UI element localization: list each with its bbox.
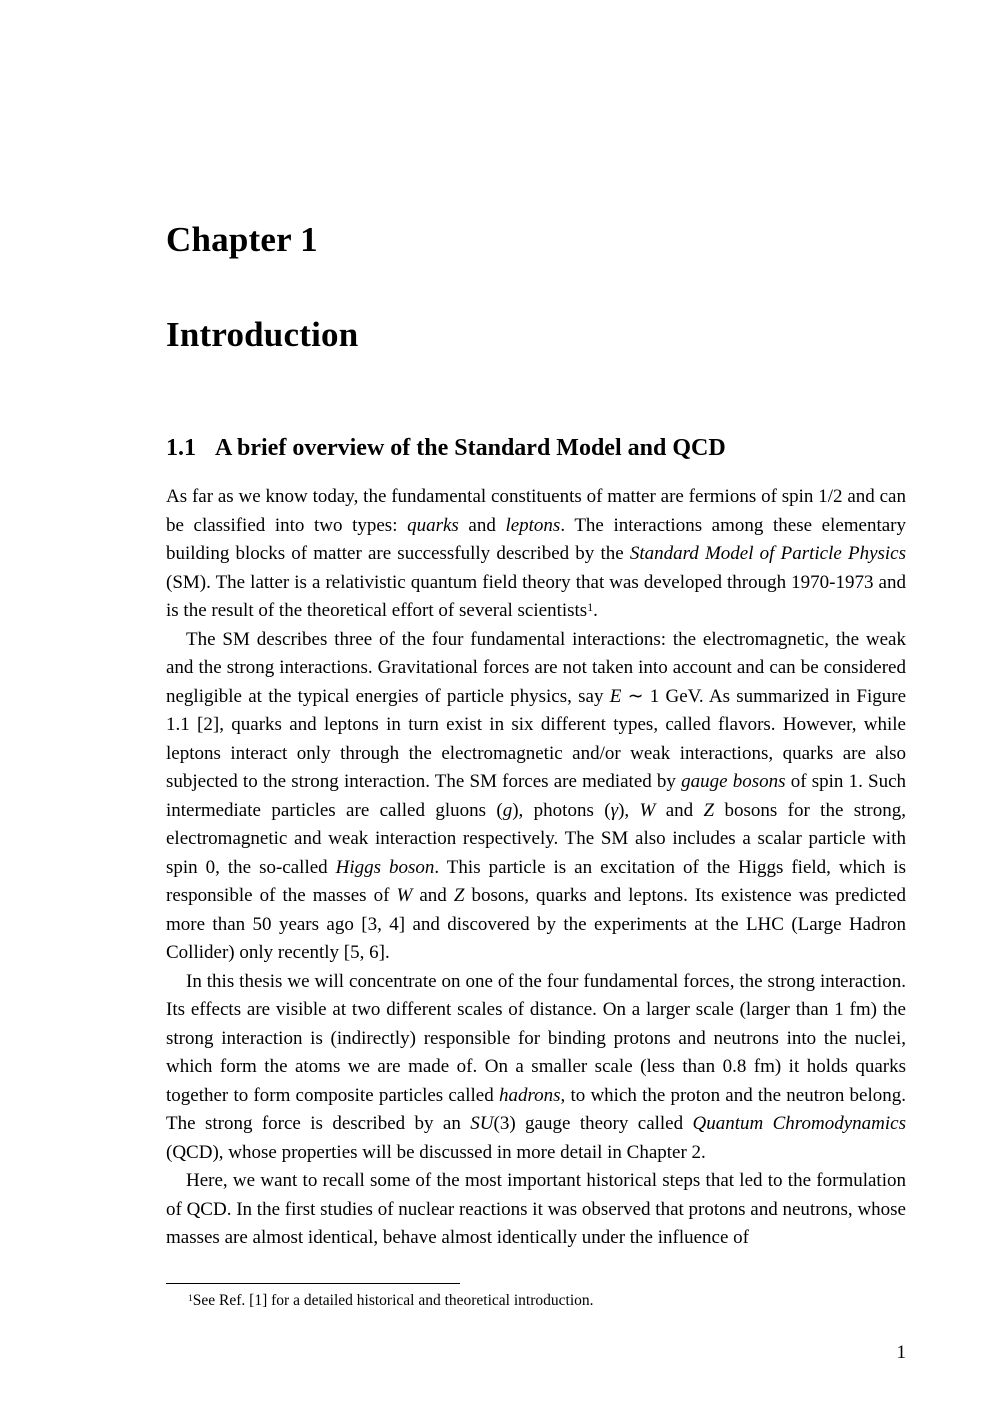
footnote (166, 1290, 906, 1311)
chapter-title: Introduction (166, 315, 359, 354)
footnote-divider (166, 1283, 460, 1284)
paragraph: The SM describes three of the four fundamental interactions: the electromagnetic, the weak and the strong interactions. Gravitational forces are not taken into account and can be considered negligible at the typical energies of particle physics, say E ∼ 1 GeV. As summarized in Figure 1.1 [2], quarks and leptons in turn exist in six different types, called flavors. However, while leptons interact only through the electromagnetic and/or weak interactions, quarks are also subjected to the strong interaction. The SM forces are mediated by gauge bosons of spin 1. Such intermediate particles are called gluons (g), photons (γ), W and Z bosons for the strong, electromagnetic and weak interaction respectively. The SM also includes a scalar particle with spin 0, the so-called Higgs boson. This particle is an excitation of the Higgs field, which is responsible of the masses of W and Z bosons, quarks and leptons. Its existence was predicted more than 50 years ago [3, 4] and discovered by the experiments at the LHC (Large Hadron Collider) only recently [5, 6]. (166, 628, 907, 964)
paragraph: In this thesis we will concentrate on one of the four fundamental forces, the strong interaction. Its effects are visible at two different scales of distance. On a larger scale (larger than 1 fm) the strong interaction is (indirectly) responsible for binding protons and neutrons into the nuclei, which form the atoms we are made of. On a smaller scale (less than 0.8 fm) it holds quarks together to form composite particles called hadrons, to which the proton and the neutron belong. The strong force is described by an SU(3) gauge theory called Quantum Chromodynamics (QCD), whose properties will be discussed in more detail in Chapter 2. (166, 970, 906, 1163)
footnote-marker: 1 (188, 1292, 193, 1304)
section-title: A brief overview of the Standard Model and QCD (215, 435, 726, 461)
chapter-label: Chapter 1 (166, 220, 318, 259)
paragraph: Here, we want to recall some of the most important historical steps that led to the formulation of QCD. In the first studies of nuclear reactions it was observed that protons and neutrons, whose masses are almost identical, behave almost identically under the influence of (166, 1170, 906, 1249)
section-heading (166, 436, 906, 461)
section-number: 1.1 (166, 435, 196, 461)
footnote-area (166, 1283, 906, 1311)
paragraph: As far as we know today, the fundamental constituents of matter are fermions of spin 1/2 and can be classified into two types: quarks and leptons. The interactions among these elementary building blocks of matter are successfully described by the Standard Model of Particle Physics (SM). The latter is a relativistic quantum field theory that was developed through 1970-1973 and is the result of the theoretical effort of several scientists$^1$. (166, 486, 906, 622)
footnote-text: See Ref. [1] for a detailed historical and theoretical introduction. (192, 1292, 594, 1309)
page-content (166, 222, 906, 1253)
body-text (166, 483, 906, 1253)
page-number: 1 (896, 1342, 906, 1363)
